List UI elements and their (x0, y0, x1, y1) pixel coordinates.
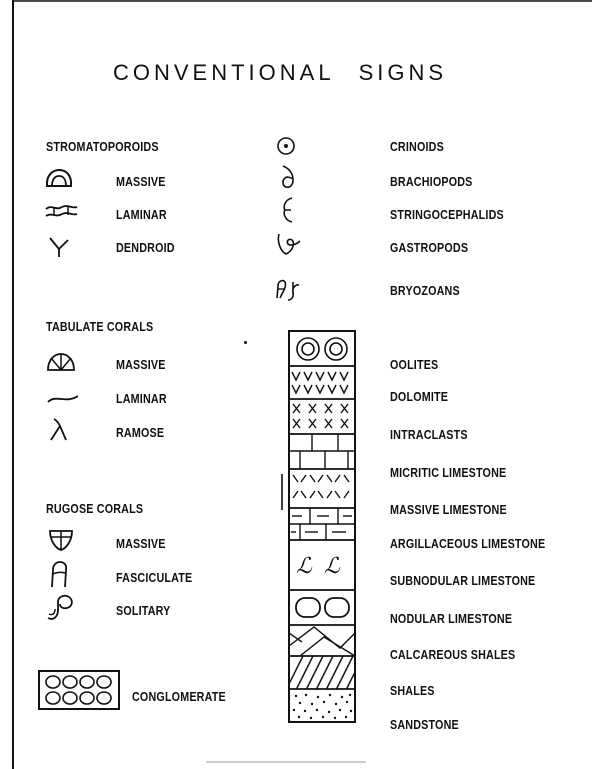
stromatoporoids-heading: STROMATOPOROIDS (46, 140, 159, 154)
crinoid-icon (276, 136, 296, 156)
fossil-label-bryozoans: BRYOZOANS (390, 284, 460, 298)
massive-stromatoporoid-icon (44, 168, 74, 190)
stringocephalid-icon (280, 196, 296, 224)
solitary-rugose-coral-icon (46, 594, 76, 622)
tabulate-laminar-label: LAMINAR (116, 392, 167, 406)
stromatoporoids-laminar-label: LAMINAR (116, 208, 167, 222)
massive-rugose-coral-icon (48, 528, 74, 552)
massive-tabulate-coral-icon (46, 352, 76, 372)
rugose-massive-label: MASSIVE (116, 537, 166, 551)
dendroid-stromatoporoid-icon (48, 236, 70, 258)
lithology-label-massive-limestone: MASSIVE LIMESTONE (390, 503, 507, 517)
page-title (0, 60, 560, 86)
lithology-label-argillaceous-limestone: ARGILLACEOUS LIMESTONE (390, 537, 546, 551)
conglomerate-label: CONGLOMERATE (132, 690, 226, 704)
rugose-fasciculate-label: FASCICULATE (116, 571, 193, 585)
stromatoporoids-dendroid-label: DENDROID (116, 241, 175, 255)
lithology-label-micritic-limestone: MICRITIC LIMESTONE (390, 466, 507, 480)
laminar-tabulate-coral-icon (46, 392, 80, 406)
rugose-solitary-label: SOLITARY (116, 604, 171, 618)
lithology-label-intraclasts: INTRACLASTS (390, 428, 468, 442)
brachiopod-icon (280, 164, 296, 190)
stray-dot (244, 341, 247, 344)
lithology-label-nodular-limestone: NODULAR LIMESTONE (390, 612, 513, 626)
lithology-label-shales: SHALES (390, 684, 435, 698)
tabulate-corals-heading: TABULATE CORALS (46, 320, 154, 334)
tabulate-ramose-label: RAMOSE (116, 426, 165, 440)
title-left: CONVENTIONAL (112, 60, 335, 85)
stromatoporoids-massive-label: MASSIVE (116, 175, 166, 189)
lithology-label-dolomite: DOLOMITE (390, 390, 449, 404)
fossil-label-brachiopods: BRACHIOPODS (390, 175, 473, 189)
lithology-column (280, 330, 364, 734)
lithology-label-oolites: OOLITES (390, 358, 439, 372)
fasciculate-rugose-coral-icon (48, 560, 70, 588)
lithology-label-sandstone: SANDSTONE (390, 718, 459, 732)
title-right: SIGNS (358, 60, 448, 85)
svg-text:ℒ: ℒ (296, 554, 312, 579)
rugose-corals-heading: RUGOSE CORALS (46, 502, 144, 516)
bryozoan-icon (274, 278, 302, 302)
lithology-label-subnodular-limestone: SUBNODULAR LIMESTONE (390, 574, 536, 588)
lithology-label-calcareous-shales: CALCAREOUS SHALES (390, 648, 516, 662)
fossil-label-stringocephalids: STRINGOCEPHALIDS (390, 208, 504, 222)
svg-text:ℒ: ℒ (324, 554, 340, 579)
conglomerate-symbol-icon (38, 670, 120, 710)
fossil-label-gastropods: GASTROPODS (390, 241, 469, 255)
ramose-tabulate-coral-icon (48, 418, 68, 442)
tabulate-massive-label: MASSIVE (116, 358, 166, 372)
fossil-label-crinoids: CRINOIDS (390, 140, 444, 154)
gastropod-icon (276, 231, 302, 257)
laminar-stromatoporoid-icon (44, 203, 78, 221)
